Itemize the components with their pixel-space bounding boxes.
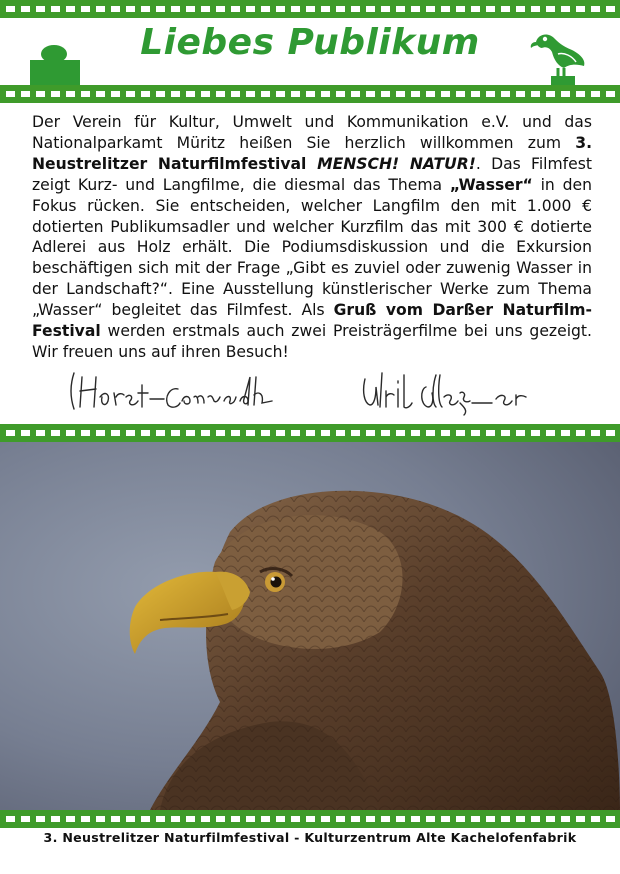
festival-name: 3. Neustrelitzer Naturfilmfestival <box>32 133 592 173</box>
bird-logo-icon <box>528 28 592 86</box>
film-strip-top <box>0 0 620 18</box>
signature-right <box>364 373 526 415</box>
festival-theme: „Wasser“ <box>449 175 533 194</box>
letter-text: in den Fokus rücken. Sie entscheiden, welcher Langfilm den mit 1.000 € dotierten Publikumsadler und welcher Kurzfilm das mit 300 € dotierte Adlerei aus Holz erhält. Die Podiumsdiskussion und die Exkursion beschäftigen sich mit der Frage „Gibt es zuviel oder zuwenig Wasser in der Landschaft?“. Eine Ausstellung künstlerischer Werke zum Thema „Wasser“ begleitet das Filmfest. Als <box>32 175 592 320</box>
welcome-letter <box>32 112 592 363</box>
film-strip-photo-bottom <box>0 810 620 828</box>
eagle-illustration <box>0 442 620 810</box>
greeting-darss: Gruß vom Darßer Naturfilm-Festival <box>32 301 592 341</box>
film-strip-header-bottom <box>0 85 620 103</box>
letter-text: . Das Filmfest zeigt Kurz- und Langfilme, die diesmal das Thema <box>32 154 593 194</box>
eagle-photo <box>0 442 620 810</box>
film-strip-photo-top <box>0 424 620 442</box>
signatures <box>60 367 560 419</box>
footer-caption: 3. Neustrelitzer Naturfilmfestival - Kulturzentrum Alte Kachelofenfabrik <box>43 830 577 845</box>
letter-text: werden erstmals auch zwei Preisträgerfilme bei uns gezeigt. Wir freuen uns auf ihren Besuch! <box>32 322 592 361</box>
hat-icon <box>26 42 84 85</box>
signature-left <box>71 373 272 409</box>
festival-motto: MENSCH! NATUR! <box>317 154 476 173</box>
page-title: Liebes Publikum <box>140 22 480 63</box>
letter-text: Der Verein für Kultur, Umwelt und Kommunikation e.V. und das Nationalparkamt Müritz heißen Sie herzlich willkommen zum <box>32 113 592 152</box>
